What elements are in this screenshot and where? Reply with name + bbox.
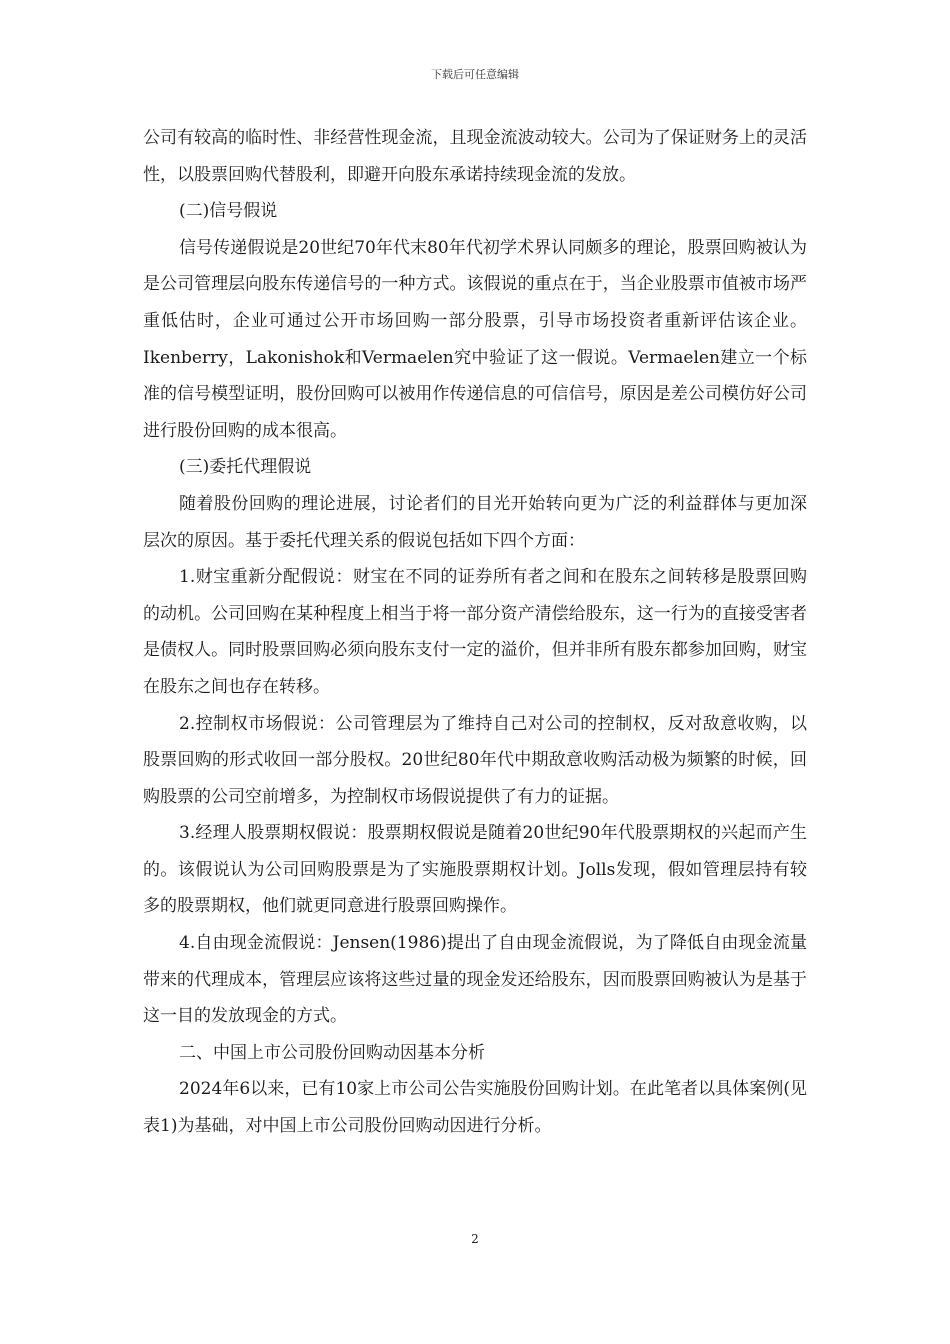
section-heading-signal-hypothesis: (二)信号假说 <box>179 201 278 222</box>
page-number: 2 <box>471 1232 479 1246</box>
paragraph-signal-hypothesis: 信号传递假说是20世纪70年代末80年代初学术界认同颇多的理论，股票回购被认为是公司管理层向股东传递信号的一种方式。该假说的重点在于，当企业股票市值被市场严重低估时，企业可通过公开市场回购一部分股票，引导市场投资者重新评估该企业。Ikenberry，Lakonishok和Vermaelen究中验证了这一假说。Vermaelen建立一个标准的信号模型证明，股份回购可以被用作传递信息的可信信号，原因是差公司模仿好公司进行股份回购的成本很高。 <box>143 237 807 441</box>
paragraph-agency-intro: 随着股份回购的理论进展，讨论者们的目光开始转向更为广泛的利益群体与更加深层次的原因。基于委托代理关系的假说包括如下四个方面： <box>143 493 807 551</box>
section-heading-agency-hypothesis: (三)委托代理假说 <box>179 457 312 478</box>
list-item-stock-option: 3.经理人股票期权假说：股票期权假说是随着20世纪90年代股票期权的兴起而产生的。该假说认为公司回购股票是为了实施股票期权计划。Jolls发现，假如管理层持有较多的股票期权，他们就更同意进行股票回购操作。 <box>143 823 807 917</box>
list-item-control-market: 2.控制权市场假说：公司管理层为了维持自己对公司的控制权，反对敌意收购，以股票回购的形式收回一部分股权。20世纪80年代中期敌意收购活动极为频繁的时候，回购股票的公司空前增多，为控制权市场假说提供了有力的证据。 <box>143 713 807 807</box>
page-header: 下载后可任意编辑 <box>431 68 519 81</box>
list-item-wealth-redistribution: 1.财宝重新分配假说：财宝在不同的证券所有者之间和在股东之间转移是股票回购的动机。公司回购在某种程度上相当于将一部分资产清偿给股东，这一行为的直接受害者是债权人。同时股票回购必须向股东支付一定的溢价，但并非所有股东都参加回购，财宝在股东之间也存在转移。 <box>143 567 807 697</box>
list-item-free-cash-flow: 4.自由现金流假说：Jensen(1986)提出了自由现金流假说，为了降低自由现金流量带来的代理成本，管理层应该将这些过量的现金发还给股东，因而股票回购被认为是基于这一目的发放现金的方式。 <box>143 933 807 1027</box>
paragraph-china-analysis: 2024年6以来，已有10家上市公司公告实施股份回购计划。在此笔者以具体案例(见表1)为基础，对中国上市公司股份回购动因进行分析。 <box>143 1079 807 1137</box>
document-body <box>143 120 807 1145</box>
paragraph-1: 公司有较高的临时性、非经营性现金流，且现金流波动较大。公司为了保证财务上的灵活性，以股票回购代替股利，即避开向股东承诺持续现金流的发放。 <box>143 128 807 185</box>
section-heading-china-analysis: 二、中国上市公司股份回购动因基本分析 <box>179 1042 485 1063</box>
